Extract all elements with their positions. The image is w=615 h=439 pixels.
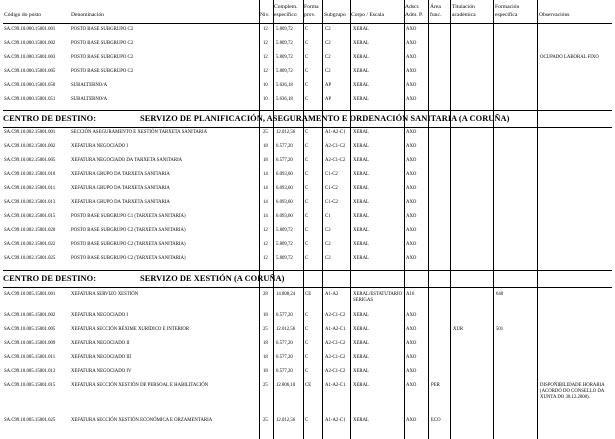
cell-name: XEFATURA NEGOCIADO II <box>71 341 130 346</box>
cell-adscr: AXO <box>406 172 417 177</box>
cell-corpo: XERAL <box>353 327 369 332</box>
cell-adscr: AXO <box>406 313 417 318</box>
cell-level: 10 <box>263 83 268 88</box>
cell-level: 18 <box>263 341 268 346</box>
cell-complement: 6.577,20 <box>276 355 293 360</box>
cell-corpo: XERAL <box>353 200 369 205</box>
destination-center-heading <box>3 271 612 287</box>
cell-subgroup: C2 <box>325 242 331 247</box>
cell-subgroup: C1 <box>325 214 331 219</box>
cell-code: SA.C99.10.005.15001.005 <box>4 327 56 332</box>
cell-forma: C <box>305 130 309 135</box>
cell-code: SA.C99.10.005.15001.002 <box>4 313 56 318</box>
cell-adscr: AXO <box>406 55 417 60</box>
cell-level: 25 <box>263 130 268 135</box>
cell-adscr: AXO <box>406 214 417 219</box>
cell-name: POSTO BASE SUBGRUPO C2 (TARXETA SANITARIA) <box>71 256 186 261</box>
cell-subgroup: A2-C1-C2 <box>325 341 346 346</box>
table-header <box>0 0 615 24</box>
cell-subgroup: A1-A2-C1 <box>325 327 346 332</box>
destination-center-heading <box>3 111 612 127</box>
cell-corpo: XERAL <box>353 383 369 388</box>
cell-complement: 5.809,72 <box>276 242 293 247</box>
cell-adscr: AXO <box>406 97 417 102</box>
cell-code: SA.C99.10.002.15001.002 <box>4 144 56 149</box>
cell-forma: C <box>305 27 309 32</box>
cell-area: PER <box>431 383 440 388</box>
destination-center-value: SERVIZO DE XESTIÓN (A CORUÑA) <box>140 274 285 283</box>
cell-name: XEFATURA NEGOCIADO III <box>71 355 132 360</box>
cell-corpo: XERAL <box>353 242 369 247</box>
cell-code: SA.C99.10.000.15001.050 <box>4 83 56 88</box>
cell-code: SA.C99.10.000.15001.002 <box>4 41 56 46</box>
cell-forma: C <box>305 256 309 261</box>
cell-name: XEFATURA NEGOCIADO I <box>71 144 128 149</box>
cell-forma: C <box>305 341 309 346</box>
cell-subgroup: AP <box>325 97 332 102</box>
cell-code: SA.C99.10.002.15001.022 <box>4 242 56 247</box>
cell-name: POSTO BASE SUBGRUPO C2 <box>71 69 134 74</box>
header-formacion-1: Formación <box>495 4 520 10</box>
cell-area: ECO <box>431 418 441 423</box>
cell-complement: 12.012,56 <box>276 130 296 135</box>
table-row <box>0 383 615 413</box>
cell-forma: C <box>305 355 309 360</box>
cell-level: 10 <box>263 97 268 102</box>
cell-code: SA.C99.10.002.15001.011 <box>4 186 56 191</box>
cell-complement: 6.093,60 <box>276 172 293 177</box>
cell-name: XEFATURA GRUPO DA TARXETA SANITARIA <box>71 172 170 177</box>
destination-center-label: CENTRO DE DESTINO: <box>3 114 97 123</box>
cell-subgroup: A1-A2 <box>325 292 339 297</box>
cell-corpo: XERAL <box>353 27 369 32</box>
cell-adscr: AXO <box>406 83 417 88</box>
cell-level: 18 <box>263 313 268 318</box>
cell-level: 25 <box>263 383 268 388</box>
cell-complement: 5.809,72 <box>276 69 293 74</box>
cell-code: SA.C99.10.000.15001.051 <box>4 97 56 102</box>
cell-corpo: XERAL <box>353 355 369 360</box>
cell-subgroup: C2 <box>325 256 331 261</box>
section-divider <box>3 287 612 288</box>
cell-titulacion: XUR <box>453 327 464 332</box>
cell-forma: C <box>305 186 309 191</box>
cell-code: SA.C99.10.002.15001.025 <box>4 256 56 261</box>
cell-subgroup: A2-C1-C2 <box>325 369 346 374</box>
cell-name: POSTO BASE SUBGRUPO C2 <box>71 27 134 32</box>
cell-name: XEFATURA GRUPO DA TARXETA SANITARIA <box>71 186 170 191</box>
cell-level: 25 <box>263 327 268 332</box>
cell-name: POSTO BASE SUBGRUPO C2 <box>71 41 134 46</box>
section-divider <box>3 127 612 128</box>
cell-subgroup: A2-C1-C2 <box>325 144 346 149</box>
header-divider <box>3 23 612 24</box>
cell-level: 14 <box>263 200 268 205</box>
cell-complement: 5.809,72 <box>276 27 293 32</box>
cell-level: 18 <box>263 158 268 163</box>
cell-complement: 6.093,60 <box>276 214 293 219</box>
cell-complement: 6.577,20 <box>276 158 293 163</box>
cell-corpo: XERAL <box>353 341 369 346</box>
cell-complement: 12.012,56 <box>276 418 296 423</box>
table-row <box>0 41 615 55</box>
table-row <box>0 27 615 41</box>
cell-forma: C <box>305 69 309 74</box>
cell-level: 12 <box>263 242 268 247</box>
cell-complement: 5.809,72 <box>276 256 293 261</box>
header-corpo: Corpo / Escala <box>351 12 384 18</box>
cell-name: POSTO BASE SUBGRUPO C1 (TARXETA SANITARIA) <box>71 214 186 219</box>
header-subgrupo: Subgrupo <box>324 12 346 18</box>
cell-subgroup: C1-C2 <box>325 186 338 191</box>
cell-subgroup: A2-C1-C2 <box>325 313 346 318</box>
cell-adscr: AXO <box>406 383 417 388</box>
cell-code: SA.C99.10.005.15001.025 <box>4 418 56 423</box>
cell-corpo: XERAL <box>353 214 369 219</box>
cell-corpo: XERAL <box>353 228 369 233</box>
cell-level: 18 <box>263 369 268 374</box>
cell-observacions: OCUPADO LABORAL FIXO <box>540 55 599 60</box>
cell-forma: C <box>305 242 309 247</box>
cell-adscr: AXO <box>406 256 417 261</box>
cell-code: SA.C99.10.005.15001.015 <box>4 383 56 388</box>
cell-formacion: 640 <box>496 292 504 297</box>
cell-code: SA.C99.10.002.15001.001 <box>4 130 56 135</box>
cell-name: XEFATURA NEGOCIADO I <box>71 313 128 318</box>
cell-adscr: AXO <box>406 341 417 346</box>
cell-complement: 5.636,18 <box>276 83 293 88</box>
header-titulacion-2: académica <box>452 12 476 18</box>
cell-name: SUBALTERNO/A <box>71 97 108 102</box>
cell-adscr: AXO <box>406 27 417 32</box>
cell-complement: 6.093,60 <box>276 200 293 205</box>
cell-subgroup: A1-A2-C1 <box>325 418 346 423</box>
cell-adscr: AXO <box>406 418 417 423</box>
cell-complement: 5.809,72 <box>276 55 293 60</box>
cell-name: XEFATURA NEGOCIADO IV <box>71 369 132 374</box>
cell-adscr: AXO <box>406 158 417 163</box>
cell-code: SA.C99.10.002.15001.015 <box>4 214 56 219</box>
cell-observacions: DISPOÑIBILIDADE HORARIA (ACORDO DO CONSELLO DA XUNTA DO 30.12.2008). <box>540 383 605 400</box>
cell-corpo: XERAL <box>353 144 369 149</box>
cell-adscr: AXO <box>406 200 417 205</box>
header-denominacion: Denominación <box>71 12 104 18</box>
cell-forma: C <box>305 313 309 318</box>
cell-subgroup: AP <box>325 83 332 88</box>
table-row <box>0 200 615 214</box>
cell-level: 14 <box>263 214 268 219</box>
cell-adscr: AXO <box>406 130 417 135</box>
cell-subgroup: C2 <box>325 55 331 60</box>
table-row <box>0 292 615 314</box>
cell-corpo: XERAL <box>353 97 369 102</box>
cell-forma: C <box>305 144 309 149</box>
table-row <box>0 256 615 270</box>
cell-corpo: XERAL <box>353 83 369 88</box>
cell-complement: 14.808,24 <box>276 292 296 297</box>
cell-corpo: XERAL <box>353 313 369 318</box>
cell-subgroup: A1-A2-C1 <box>325 383 346 388</box>
table-row <box>0 158 615 172</box>
cell-complement: 5.809,72 <box>276 228 293 233</box>
cell-complement: 6.577,20 <box>276 313 293 318</box>
cell-adscr: AXO <box>406 69 417 74</box>
header-forma-2: prov. <box>304 12 316 18</box>
cell-code: SA.C99.10.000.15001.005 <box>4 69 56 74</box>
cell-complement: 6.093,60 <box>276 186 293 191</box>
table-row <box>0 418 615 432</box>
cell-subgroup: C2 <box>325 228 331 233</box>
table-row <box>0 327 615 341</box>
cell-name: POSTO BASE SUBGRUPO C2 (TARXETA SANITARIA) <box>71 242 186 247</box>
header-complem-1: Complem. <box>274 4 298 10</box>
cell-adscr: AXO <box>406 144 417 149</box>
cell-adscr: AXO <box>406 355 417 360</box>
cell-adscr: AXO <box>406 327 417 332</box>
destination-center-label: CENTRO DE DESTINO: <box>3 274 97 283</box>
cell-adscr: AXO <box>406 186 417 191</box>
cell-code: SA.C99.10.000.15001.003 <box>4 55 56 60</box>
cell-adscr: AXO <box>406 242 417 247</box>
destination-center-value: SERVIZO DE PLANIFICACIÓN, ASEGURAMENTO E ORDENACIÓN SANITARIA (A CORUÑA) <box>140 114 510 123</box>
cell-complement: 5.809,72 <box>276 41 293 46</box>
cell-name: XEFATURA SECCIÓN XESTIÓN DE PERSOAL E HABILITACIÓN <box>71 383 209 388</box>
cell-corpo: XERAL <box>353 186 369 191</box>
cell-corpo: XERAL <box>353 130 369 135</box>
header-formacion-2: específica <box>495 12 518 18</box>
cell-corpo: XERAL <box>353 41 369 46</box>
cell-name: XEFATURA SERVIZO XESTIÓN <box>71 292 139 297</box>
cell-level: 12 <box>263 228 268 233</box>
cell-forma: C <box>305 83 309 88</box>
cell-subgroup: C1-C2 <box>325 172 338 177</box>
cell-forma: C <box>305 327 309 332</box>
cell-code: SA.C99.10.002.15001.005 <box>4 158 56 163</box>
cell-code: SA.C99.10.002.15001.020 <box>4 228 56 233</box>
cell-subgroup: A1-A2-C1 <box>325 130 346 135</box>
cell-corpo: XERAL <box>353 69 369 74</box>
table-row <box>0 69 615 83</box>
cell-forma: C <box>305 369 309 374</box>
cell-subgroup: C2 <box>325 41 331 46</box>
cell-code: SA.C99.10.002.15001.013 <box>4 200 56 205</box>
table-row <box>0 313 615 327</box>
header-titulacion-1: Titulación <box>452 4 475 10</box>
table-row <box>0 341 615 355</box>
cell-complement: 6.577,20 <box>276 341 293 346</box>
cell-adscr: AXO <box>406 369 417 374</box>
table-row <box>0 83 615 97</box>
cell-level: 12 <box>263 256 268 261</box>
cell-name: XEFATURA GRUPO DA TARXETA SANITARIA <box>71 200 170 205</box>
cell-adscr: AXO <box>406 228 417 233</box>
cell-code: SA.C99.10.005.15001.013 <box>4 369 56 374</box>
header-nivel: Niv. <box>260 12 270 18</box>
header-adscr-2: Adm. P. <box>405 12 423 18</box>
cell-corpo: XERAL <box>353 256 369 261</box>
header-codigo: Código do posto <box>4 12 41 18</box>
cell-corpo: XERAL/ESTATUTARIO SERIGAS <box>353 292 403 303</box>
cell-corpo: XERAL <box>353 172 369 177</box>
cell-level: 12 <box>263 27 268 32</box>
table-row <box>0 242 615 256</box>
cell-name: POSTO BASE SUBGRUPO C2 <box>71 55 134 60</box>
cell-forma: C <box>305 172 309 177</box>
cell-name: SUBALTERNO/A <box>71 83 108 88</box>
cell-forma: CE <box>305 292 312 297</box>
cell-corpo: XERAL <box>353 369 369 374</box>
table-row <box>0 214 615 228</box>
table-row <box>0 172 615 186</box>
cell-corpo: XERAL <box>353 158 369 163</box>
cell-corpo: XERAL <box>353 418 369 423</box>
cell-complement: 6.577,20 <box>276 144 293 149</box>
cell-forma: CE <box>305 383 312 388</box>
cell-subgroup: C2 <box>325 27 331 32</box>
cell-code: SA.C99.10.002.15001.010 <box>4 172 56 177</box>
cell-subgroup: C2 <box>325 69 331 74</box>
cell-level: 12 <box>263 69 268 74</box>
cell-name: XEFATURA NEGOCIADO DA TARXETA SANITARIA <box>71 158 183 163</box>
header-complem-2: específico <box>274 12 297 18</box>
cell-adscr: A16 <box>406 292 415 297</box>
cell-code: SA.C99.10.000.15001.001 <box>4 27 56 32</box>
cell-forma: C <box>305 418 309 423</box>
table-row <box>0 355 615 369</box>
table-row <box>0 369 615 383</box>
cell-level: 18 <box>263 144 268 149</box>
table-row <box>0 97 615 111</box>
header-area-1: Área <box>430 4 441 10</box>
cell-level: 14 <box>263 172 268 177</box>
cell-forma: C <box>305 228 309 233</box>
cell-forma: C <box>305 214 309 219</box>
cell-level: 25 <box>263 418 268 423</box>
header-area-2: func. <box>430 12 442 18</box>
cell-code: SA.C99.10.005.15001.001 <box>4 292 56 297</box>
cell-level: 28 <box>263 292 268 297</box>
table-row <box>0 144 615 158</box>
cell-formacion: 501 <box>496 327 504 332</box>
table-row <box>0 55 615 69</box>
table-row <box>0 130 615 144</box>
cell-level: 12 <box>263 55 268 60</box>
cell-forma: C <box>305 41 309 46</box>
cell-subgroup: A2-C1-C2 <box>325 158 346 163</box>
table-row <box>0 186 615 200</box>
cell-name: XEFATURA SECCIÓN RÉXIME XURÍDICO E INTERIOR <box>71 327 190 332</box>
cell-forma: C <box>305 55 309 60</box>
cell-name: XEFATURA SECCIÓN XESTIÓN ECONÓMICA E ORZAMENTARIA <box>71 418 213 423</box>
cell-name: SECCIÓN ASEGURAMENTO E XESTIÓN TARXETA SANITARIA <box>71 130 208 135</box>
cell-forma: C <box>305 97 309 102</box>
header-forma-1: Forma <box>304 4 319 10</box>
cell-subgroup: A2-C1-C2 <box>325 355 346 360</box>
cell-complement: 12.806,10 <box>276 383 296 388</box>
cell-complement: 12.012,56 <box>276 327 296 332</box>
cell-forma: C <box>305 200 309 205</box>
header-adscr-1: Adscr. <box>405 4 420 10</box>
cell-code: SA.C99.10.005.15001.011 <box>4 355 56 360</box>
cell-forma: C <box>305 158 309 163</box>
cell-subgroup: C1-C2 <box>325 200 338 205</box>
header-observacions: Observacións <box>539 12 570 18</box>
cell-corpo: XERAL <box>353 55 369 60</box>
cell-name: POSTO BASE SUBGRUPO C2 (TARXETA SANITARIA) <box>71 228 186 233</box>
cell-complement: 6.577,20 <box>276 369 293 374</box>
cell-code: SA.C99.10.005.15001.009 <box>4 341 56 346</box>
cell-complement: 5.636,18 <box>276 97 293 102</box>
table-row <box>0 228 615 242</box>
cell-level: 12 <box>263 41 268 46</box>
cell-level: 18 <box>263 355 268 360</box>
cell-level: 14 <box>263 186 268 191</box>
cell-adscr: AXO <box>406 41 417 46</box>
